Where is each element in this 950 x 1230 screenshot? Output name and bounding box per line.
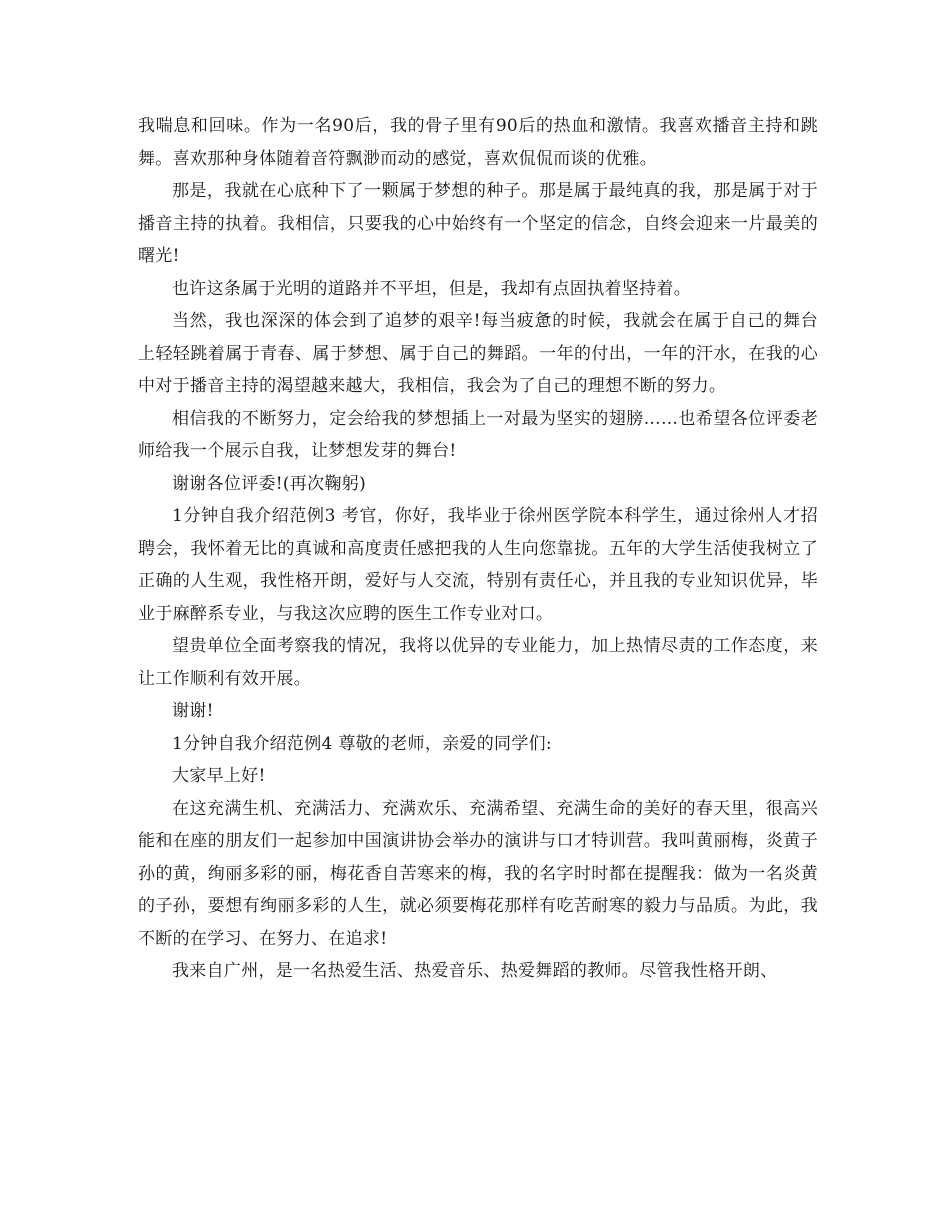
paragraph-11: 大家早上好! xyxy=(172,766,266,786)
paragraph-10: 1分钟自我介绍范例4 尊敬的老师，亲爱的同学们: xyxy=(172,733,552,754)
paragraph-1: 我喘息和回味。作为一名90后，我的骨子里有90后的热血和激情。我喜欢播音主持和跳舞。喜欢那种身体随着音符飘渺而动的感觉，喜欢侃侃而谈的优雅。 xyxy=(138,116,818,169)
paragraph-7: 1分钟自我介绍范例3 考官，你好，我毕业于徐州医学院本科学生，通过徐州人才招聘会，我怀着无比的真诚和高度责任感把我的人生向您靠拢。五年的大学生活使我树立了正确的人生观，我性格开朗，爱好与人交流，特别有责任心，并且我的专业知识优异，毕业于麻醉系专业，与我这次应聘的医生工作专业对口。 xyxy=(138,506,818,624)
paragraph-9: 谢谢! xyxy=(172,701,214,721)
paragraph-6: 谢谢各位评委!(再次鞠躬) xyxy=(172,473,366,494)
paragraph-5: 相信我的不断努力，定会给我的梦想插上一对最为坚实的翅膀……也希望各位评委老师给我一个展示自我，让梦想发芽的舞台! xyxy=(138,408,818,461)
paragraph-8: 望贵单位全面考察我的情况，我将以优异的专业能力，加上热情尽责的工作态度，来让工作顺利有效开展。 xyxy=(138,636,818,689)
document-body xyxy=(138,110,818,988)
paragraph-4: 当然，我也深深的体会到了追梦的艰辛!每当疲惫的时候，我就会在属于自己的舞台上轻轻跳着属于青春、属于梦想、属于自己的舞蹈。一年的付出，一年的汗水，在我的心中对于播音主持的渴望越来越大，我相信，我会为了自己的理想不断的努力。 xyxy=(138,311,818,396)
paragraph-12: 在这充满生机、充满活力、充满欢乐、充满希望、充满生命的美好的春天里，很高兴能和在座的朋友们一起参加中国演讲协会举办的演讲与口才特训营。我叫黄丽梅，炎黄子孙的黄，绚丽多彩的丽，梅花香自苦寒来的梅，我的名字时时都在提醒我：做为一名炎黄的子孙，要想有绚丽多彩的人生，就必须要梅花那样有吃苦耐寒的毅力与品质。为此，我不断的在学习、在努力、在追求! xyxy=(138,798,818,949)
paragraph-13: 我来自广州，是一名热爱生活、热爱音乐、热爱舞蹈的教师。尽管我性格开朗、 xyxy=(172,961,778,981)
paragraph-3: 也许这条属于光明的道路并不平坦，但是，我却有点固执着坚持着。 xyxy=(172,278,691,299)
paragraph-2: 那是，我就在心底种下了一颗属于梦想的种子。那是属于最纯真的我，那是属于对于播音主持的执着。我相信，只要我的心中始终有一个坚定的信念，自终会迎来一片最美的曙光! xyxy=(138,181,818,266)
